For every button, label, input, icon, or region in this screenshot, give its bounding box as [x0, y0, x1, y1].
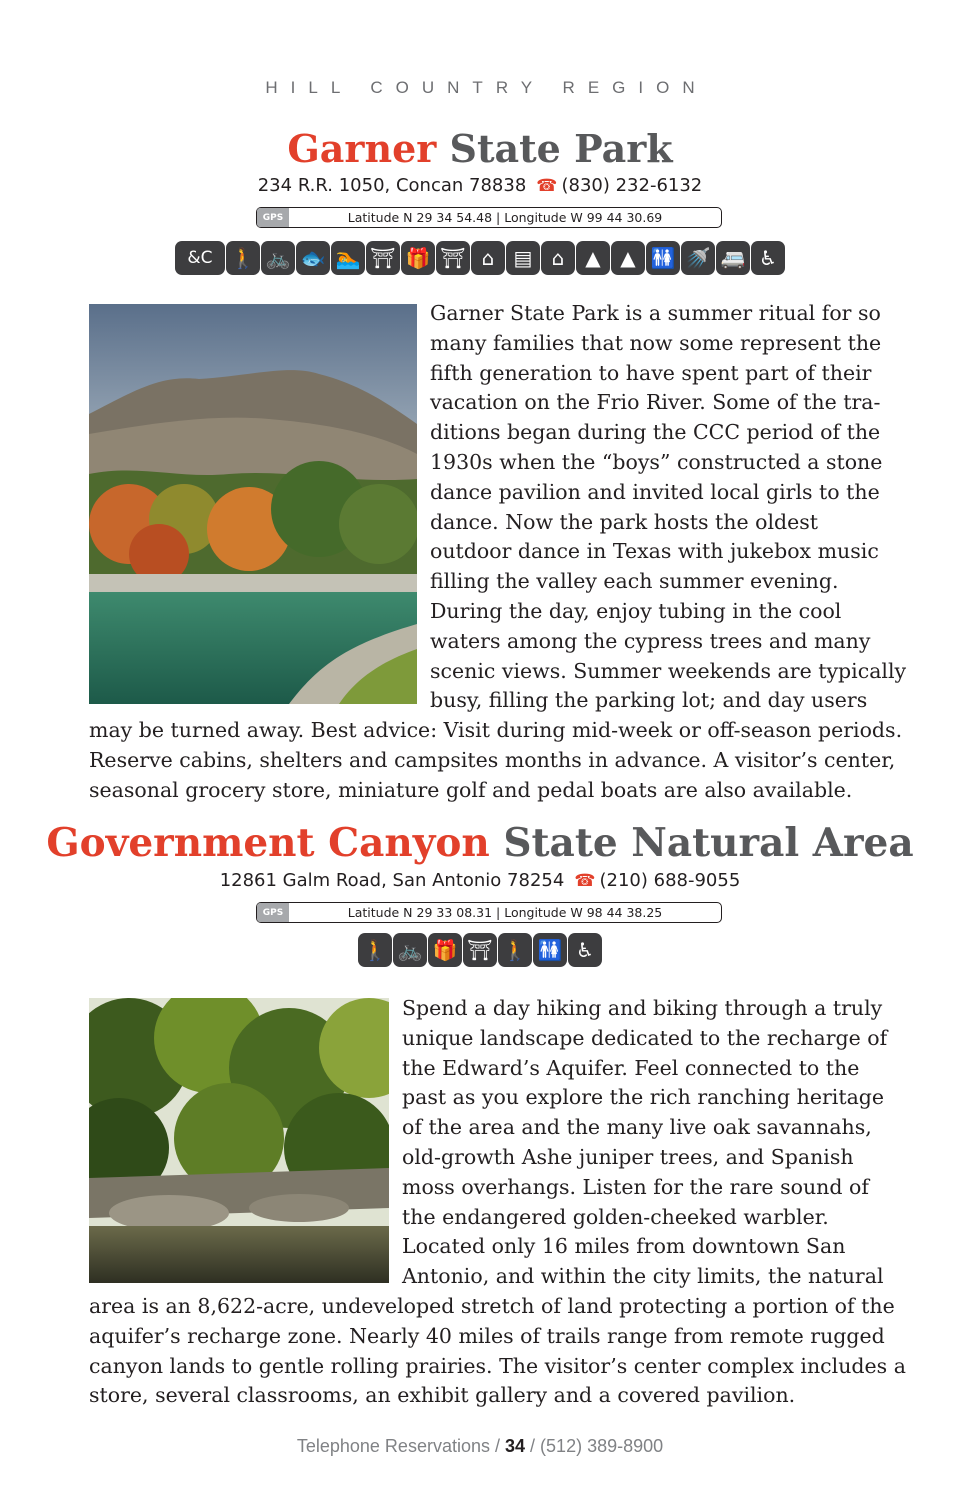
text-line: Garner State Park is a summer ritual for so	[430, 301, 881, 325]
page-footer	[0, 1436, 960, 1457]
government-canyon-description-full	[89, 1292, 906, 1411]
interpretive-trail-icon: 🚶	[498, 933, 532, 967]
government-canyon-description-column	[402, 994, 887, 1292]
park-title-government-canyon	[0, 820, 960, 866]
text-line: may be turned away. Best advice: Visit during mid-week or off-season periods.	[89, 718, 903, 742]
text-line: dance pavilion and invited local girls to the	[430, 479, 880, 504]
garner-description-full	[89, 716, 902, 805]
park-type: State Park	[449, 126, 673, 171]
address-text: 234 R.R. 1050, Concan 78838	[257, 175, 527, 196]
text-line: area is an 8,622-acre, undeveloped stretch of land protecting a portion of the	[89, 1294, 895, 1318]
gift-shop-icon: 🎁	[401, 241, 435, 275]
text-line: Reserve cabins, shelters and campsites months in advance. A visitor’s center,	[89, 747, 896, 772]
amenity-icons-government-canyon	[0, 933, 960, 967]
text-line: outdoor dance in Texas with jukebox music	[430, 539, 879, 564]
cabin-icon: ⌂	[541, 241, 575, 275]
text-line: During the day, enjoy tubing in the cool	[430, 598, 842, 623]
text-line: of the area and the many live oak savannahs,	[402, 1115, 872, 1140]
text-line: vacation on the Frio River. Some of the tra-	[430, 390, 881, 415]
text-line: old-growth Ashe juniper trees, and Spanish	[402, 1144, 854, 1169]
park-address-government-canyon	[0, 870, 960, 891]
park-name: Government Canyon	[46, 820, 490, 866]
swimming-icon: 🏊	[331, 241, 365, 275]
park-title-garner	[0, 126, 960, 171]
picnic-icon: ⛩	[463, 933, 497, 967]
text-line: canyon lands to gentle rolling prairies. The visitor’s center complex includes a	[89, 1353, 906, 1378]
page-number: 34	[505, 1436, 526, 1456]
gps-tag: GPS	[257, 903, 289, 922]
phone-icon: ☎	[574, 871, 596, 891]
phone-icon: ☎	[536, 176, 558, 196]
rv-camping-icon: 🚐	[716, 241, 750, 275]
water-camping-icon: ▲	[611, 241, 645, 275]
text-line: scenic views. Summer weekends are typically	[430, 658, 907, 683]
picnic-icon: ⛩	[366, 241, 400, 275]
phone-number: (210) 688-9055	[599, 870, 741, 891]
gps-bar-garner	[256, 207, 722, 228]
text-line: the Edward’s Aquifer. Feel connected to the	[402, 1055, 860, 1080]
garner-photo	[89, 304, 417, 704]
garner-description-column	[430, 299, 906, 716]
text-line: Spend a day hiking and biking through a truly	[402, 996, 883, 1020]
text-line: aquifer’s recharge zone. Nearly 40 miles of trails range from remote rugged	[89, 1323, 885, 1348]
text-line: seasonal grocery store, miniature golf and pedal boats are also available.	[89, 777, 853, 802]
group-facility-icon: ⌂	[471, 241, 505, 275]
text-line: many families that now some represent the	[430, 330, 882, 355]
group-picnic-icon: ⛩	[436, 241, 470, 275]
reservations-label: Telephone Reservations /	[296, 1436, 500, 1456]
gps-bar-government-canyon	[256, 902, 722, 923]
gift-shop-icon: 🎁	[428, 933, 462, 967]
text-line: the endangered golden-cheeked warbler.	[402, 1204, 829, 1229]
text-line: 1930s when the “boys” constructed a stone	[430, 449, 883, 474]
address-text: 12861 Galm Road, San Antonio 78254	[219, 870, 565, 891]
wheelchair-icon: ♿	[568, 933, 602, 967]
fishing-icon: 🐟	[296, 241, 330, 275]
restroom-icon: 🚻	[533, 933, 567, 967]
gps-coordinates: Latitude N 29 34 54.48 | Longitude W 99 44 30.69	[347, 210, 663, 225]
region-header: HILL COUNTRY REGION	[265, 78, 708, 97]
text-line: busy, filling the parking lot; and day users	[430, 688, 868, 713]
park-name: Garner	[287, 126, 437, 171]
text-line: past as you explore the rich ranching heritage	[402, 1085, 885, 1110]
park-type: State Natural Area	[503, 820, 914, 866]
screened-shelter-icon: ▤	[506, 241, 540, 275]
phone-number: (830) 232-6132	[561, 175, 703, 196]
reservations-phone: / (512) 389-8900	[530, 1436, 664, 1456]
park-address-garner	[0, 175, 960, 196]
restroom-icon: 🚻	[646, 241, 680, 275]
government-canyon-photo	[89, 998, 389, 1283]
gps-coordinates: Latitude N 29 33 08.31 | Longitude W 98 44 38.25	[347, 905, 663, 920]
biking-icon: 🚲	[393, 933, 427, 967]
text-line: waters among the cypress trees and many	[430, 628, 871, 653]
tent-camping-icon: ▲	[576, 241, 610, 275]
text-line: Located only 16 miles from downtown San	[402, 1234, 846, 1259]
road-access-icon: &C	[175, 241, 225, 275]
hiking-icon: 🚶	[358, 933, 392, 967]
biking-icon: 🚲	[261, 241, 295, 275]
text-line: unique landscape dedicated to the recharge of	[402, 1025, 888, 1050]
text-line: fifth generation to have spent part of their	[430, 360, 872, 385]
text-line: moss overhangs. Listen for the rare sound of	[402, 1174, 869, 1199]
gps-tag: GPS	[257, 208, 289, 227]
shower-icon: 🚿	[681, 241, 715, 275]
wheelchair-icon: ♿	[751, 241, 785, 275]
text-line: store, several classrooms, an exhibit gallery and a covered pavilion.	[89, 1383, 796, 1408]
text-line: dance. Now the park hosts the oldest	[430, 509, 819, 534]
text-line: Antonio, and within the city limits, the natural	[402, 1264, 884, 1289]
hiking-icon: 🚶	[226, 241, 260, 275]
text-line: filling the valley each summer evening.	[430, 569, 839, 594]
text-line: ditions began during the CCC period of the	[430, 420, 881, 445]
amenity-icons-garner	[0, 241, 960, 275]
